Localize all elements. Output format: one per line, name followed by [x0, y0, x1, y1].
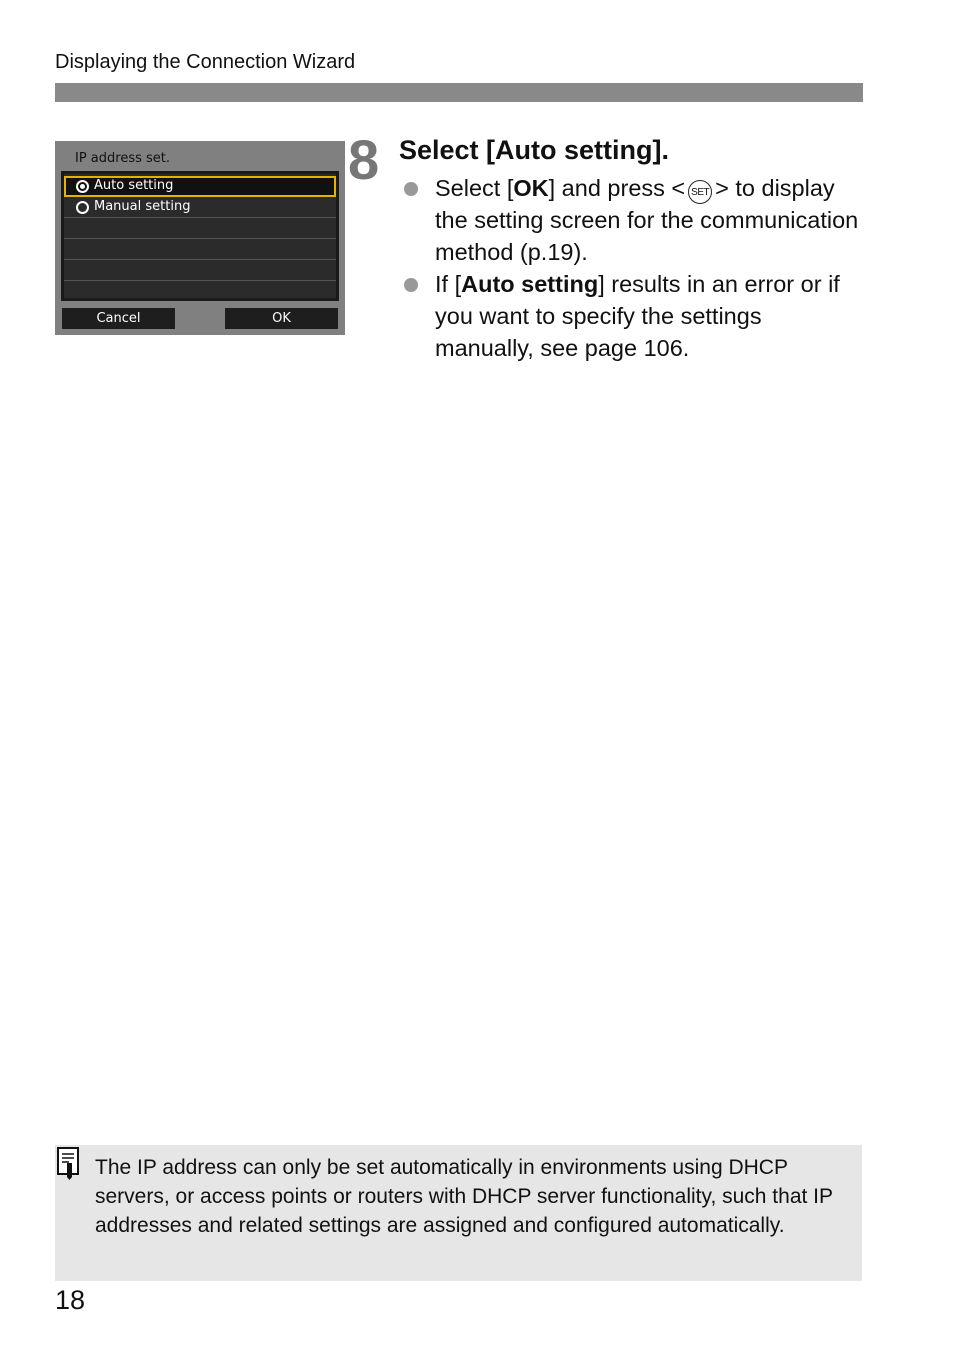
- text-segment: If [: [435, 271, 462, 297]
- instruction-list: [404, 172, 864, 364]
- text-segment: ] and press <: [548, 175, 686, 201]
- memo-icon: [55, 1145, 83, 1181]
- instruction-item: [404, 268, 864, 364]
- note-text: The IP address can only be set automatically in environments using DHCP servers, or access points or routers with DHCP server functionality, such that IP addresses and related settings are assigned and configured automatically.: [95, 1156, 833, 1237]
- bullet-icon: [404, 182, 418, 196]
- cancel-button[interactable]: Cancel: [62, 308, 175, 329]
- header-bar: [55, 83, 863, 102]
- page-number: 18: [55, 1285, 86, 1315]
- step-number: 8: [348, 128, 380, 191]
- text-segment: > to display the setting screen for the communication method (p.19).: [435, 175, 859, 265]
- note-box: [55, 1145, 862, 1281]
- running-header: Displaying the Connection Wizard: [55, 51, 356, 73]
- bold-term: Auto setting: [461, 271, 599, 297]
- text-segment: ] results in an error or if you want to specify the settings manually, see page 106.: [435, 271, 840, 361]
- option-auto-setting[interactable]: [64, 176, 336, 197]
- instruction-item: [404, 172, 864, 268]
- bold-term: OK: [513, 175, 549, 201]
- option-list: [61, 171, 339, 301]
- empty-row: [64, 260, 336, 281]
- option-label: Manual setting: [94, 199, 191, 214]
- empty-row: [64, 239, 336, 260]
- bullet-icon: [404, 278, 418, 292]
- option-manual-setting[interactable]: [64, 197, 336, 218]
- screen-title: IP address set.: [75, 151, 171, 166]
- radio-unselected-icon: [76, 201, 89, 214]
- camera-screen: [55, 141, 345, 335]
- ok-button[interactable]: OK: [225, 308, 338, 329]
- radio-selected-icon: [76, 180, 89, 193]
- step-title: Select [Auto setting].: [399, 135, 670, 165]
- empty-row: [64, 281, 336, 302]
- set-button-icon: SET: [688, 180, 712, 204]
- text-segment: Select [: [435, 175, 514, 201]
- empty-row: [64, 218, 336, 239]
- option-label: Auto setting: [94, 178, 174, 193]
